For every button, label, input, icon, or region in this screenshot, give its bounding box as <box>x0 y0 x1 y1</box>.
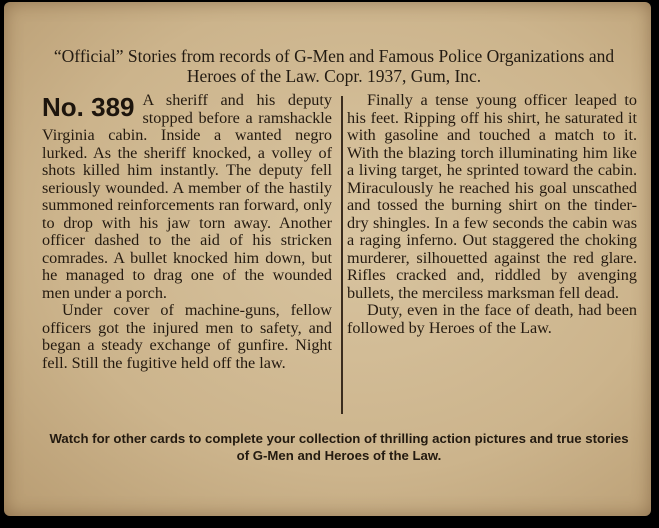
right-column <box>347 92 637 337</box>
right-paragraph-1: Finally a tense young officer leaped to his feet. Ripping off his shirt, he saturated it with gasoline and touched a match to it. With the blazing torch illuminating him like a living target, he sprinted toward the cabin. Miraculously he reached his goal unscathed and tossed the burning shirt on the tinder-dry shingles. In a few seconds the cabin was a raging inferno. Out staggered the choking murderer, silhouetted against the red glare. Rifles cracked and, riddled by avenging bullets, the merciless marksman fell dead. <box>347 91 637 302</box>
left-paragraph-1 <box>42 92 332 302</box>
card-footer: Watch for other cards to complete your collection of thrilling action pictures and true stories of G-Men and Heroes of the Law. <box>49 431 629 463</box>
left-paragraph-2: Under cover of machine-guns, fellow officers got the injured men to safety, and began a steady exchange of gunfire. Night fell. Still the fugitive held off the law. <box>42 301 332 372</box>
right-paragraph-2: Duty, even in the face of death, had been followed by Heroes of the Law. <box>347 301 637 337</box>
left-paragraph-1-text: A sheriff and his deputy stopped before a ramshackle Virginia cabin. Inside a wanted negro lurked. As the sheriff knocked, a volley of shots killed him instantly. The deputy fell seriously wounded. A member of the hastily summoned reinforcements ran forward, only to drop with his jaw torn away. Another officer dashed to the aid of his stricken comrades. A bullet knocked him down, but he managed to drag one of the wounded men under a porch. <box>42 91 332 302</box>
trading-card-back <box>4 2 651 516</box>
card-header: “Official” Stories from records of G-Men and Famous Police Organizations and Heroes of the Law. Copr. 1937, Gum, Inc. <box>53 46 615 86</box>
column-divider <box>341 96 343 414</box>
card-number: No. 389 <box>42 92 135 122</box>
left-column <box>42 92 332 372</box>
